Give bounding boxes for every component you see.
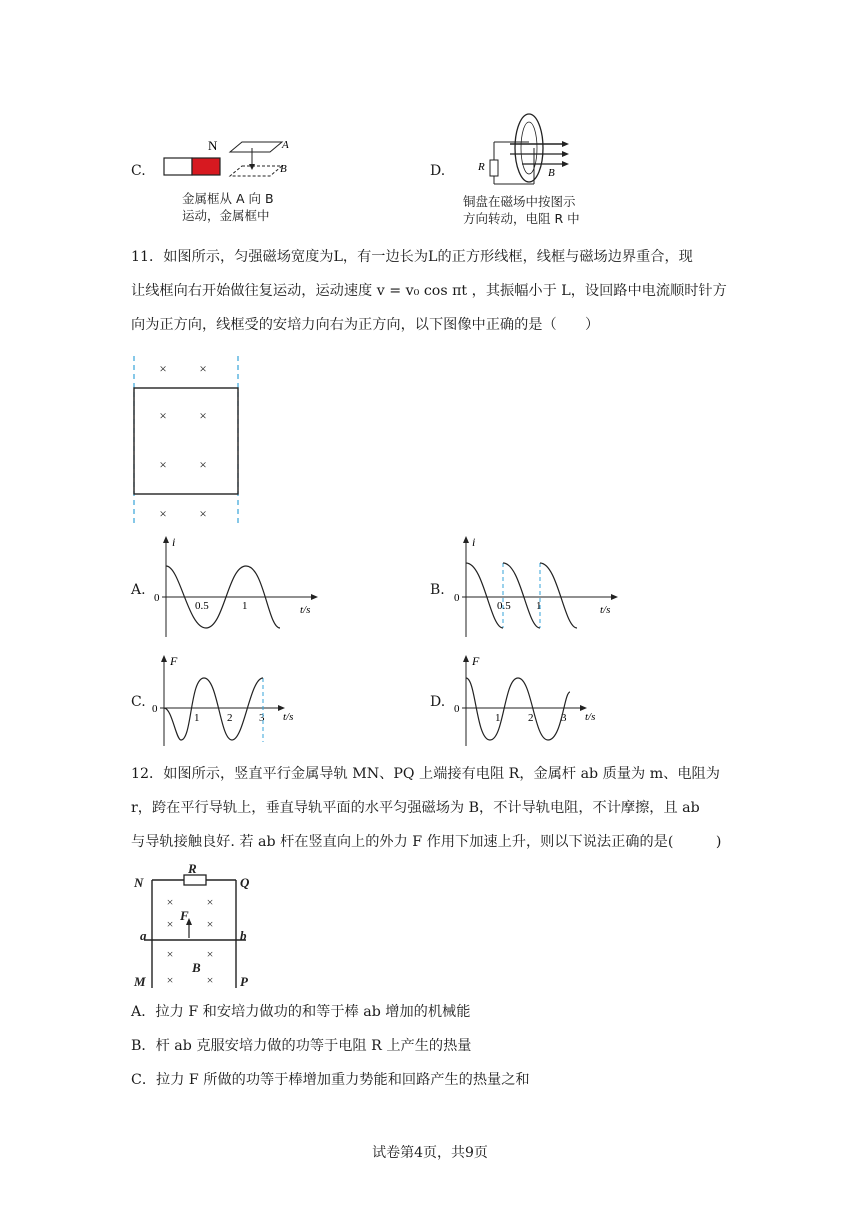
q11-line-3: 向为正方向，线框受的安培力向右为正方向，以下图像中正确的是（ ） [131, 317, 600, 333]
graph-d-origin: 0 [454, 703, 460, 715]
field-cross-3: × [159, 408, 167, 423]
label-a: a [140, 928, 147, 943]
graph-d-tick-2: 2 [528, 712, 534, 724]
graph-a-xlabel: t/s [300, 604, 311, 616]
field-cross-8: × [199, 506, 207, 521]
q11-graph-c-letter: C. [131, 694, 146, 710]
graph-a-tick-1: 0.5 [195, 600, 209, 612]
graph-c-xlabel: t/s [283, 711, 294, 723]
field-cross-7: × [159, 506, 167, 521]
svg-text:×: × [206, 947, 214, 961]
graph-b-curve-1 [466, 563, 503, 628]
graph-c-curve [164, 678, 263, 740]
label-b: b [240, 928, 247, 943]
q11-graph-a [150, 533, 330, 641]
field-label: B [548, 167, 555, 179]
magnet-pole-label: N [208, 138, 218, 153]
q11-line-2: 让线框向右开始做往复运动，运动速度 v = v₀ cos πt ，其振幅小于 L，设回路中电流顺时针方 [131, 283, 727, 299]
q10-option-c-letter: C. [131, 163, 146, 179]
q12-options [131, 995, 751, 1097]
graph-b-curve-2 [503, 563, 540, 628]
graph-c-tick-3: 3 [259, 712, 265, 724]
q10-option-c-figure [160, 128, 300, 180]
label-f: F [180, 908, 189, 923]
q10-option-c-caption-2: 运动，金属框中 [182, 208, 270, 223]
q12-line-3: 与导轨接触良好. 若 ab 杆在竖直向上的外力 F 作用下加速上升，则以下说法正确的是( ) [131, 834, 722, 850]
field-cross-5: × [159, 457, 167, 472]
graph-b-curve-3 [540, 563, 577, 628]
graph-b-xlabel: t/s [600, 604, 611, 616]
graph-b-tick-1: 0.5 [497, 600, 511, 612]
q12-stem [131, 757, 751, 859]
field-cross-2: × [199, 361, 207, 376]
label-q: Q [240, 875, 250, 890]
resistor-label: R [478, 161, 485, 173]
graph-b-origin: 0 [454, 592, 460, 604]
svg-text:×: × [166, 947, 174, 961]
q12-line-2: r，跨在平行导轨上，垂直导轨平面的水平匀强磁场为 B，不计导轨电阻，不计摩擦，且 ab [131, 800, 700, 816]
graph-c-origin: 0 [152, 703, 158, 715]
q12-option-c: C．拉力 F 所做的功等于棒增加重力势能和回路产生的热量之和 [131, 1072, 530, 1088]
q11-graph-b-letter: B. [430, 582, 445, 598]
q11-line-1: 11．如图所示，匀强磁场宽度为L，有一边长为L的正方形线框，线框与磁场边界重合，现 [131, 249, 693, 265]
svg-text:×: × [166, 917, 174, 931]
q12-option-b: B．杆 ab 克服安培力做的功等于电阻 R 上产生的热量 [131, 1038, 472, 1054]
q11-stem [131, 240, 751, 342]
q10-option-d-caption-1: 铜盘在磁场中按图示 [463, 194, 576, 209]
graph-c-ylabel: F [170, 654, 178, 668]
q11-graph-d-letter: D. [430, 694, 446, 710]
q11-graph-d [448, 652, 608, 748]
svg-text:×: × [206, 917, 214, 931]
q10-option-d-caption-2: 方向转动，电阻 R 中 [463, 211, 580, 226]
label-field-b: B [192, 960, 201, 975]
field-cross-1: × [159, 361, 167, 376]
graph-b-tick-2: 1 [536, 600, 542, 612]
graph-a-tick-2: 1 [242, 600, 248, 612]
svg-text:×: × [166, 973, 174, 987]
q11-graph-a-letter: A. [131, 582, 146, 598]
graph-a-ylabel: i [172, 535, 176, 549]
point-a-label: A [282, 139, 289, 151]
point-b-label: B [280, 163, 287, 175]
q12-option-a: A．拉力 F 和安培力做功的和等于棒 ab 增加的机械能 [131, 1004, 471, 1020]
svg-text:×: × [206, 895, 214, 909]
graph-d-tick-1: 1 [495, 712, 501, 724]
graph-a-origin: 0 [154, 592, 160, 604]
q12-rail-figure [132, 858, 262, 990]
svg-text:×: × [166, 895, 174, 909]
q10-option-d-figure [472, 108, 582, 192]
graph-d-tick-3: 3 [561, 712, 567, 724]
graph-d-ylabel: F [472, 654, 480, 668]
graph-c-tick-1: 1 [194, 712, 200, 724]
q10-option-d-letter: D. [430, 163, 446, 179]
q12-line-1: 12．如图所示，竖直平行金属导轨 MN、PQ 上端接有电阻 R，金属杆 ab 质量为 m、电阻为 [131, 766, 720, 782]
field-cross-6: × [199, 457, 207, 472]
q11-field-figure [125, 352, 255, 530]
label-m: M [134, 974, 146, 989]
label-p: P [240, 974, 248, 989]
field-cross-4: × [199, 408, 207, 423]
graph-b-ylabel: i [472, 535, 476, 549]
graph-d-curve [466, 678, 570, 740]
q10-option-c-caption-1: 金属框从 A 向 B [182, 191, 274, 206]
label-r: R [188, 861, 197, 876]
q11-graph-b [450, 533, 630, 641]
graph-d-xlabel: t/s [585, 711, 596, 723]
graph-c-tick-2: 2 [227, 712, 233, 724]
page-footer: 试卷第4页，共9页 [372, 1145, 488, 1161]
q11-graph-c [146, 652, 306, 748]
svg-text:×: × [206, 973, 214, 987]
label-n: N [134, 875, 144, 890]
